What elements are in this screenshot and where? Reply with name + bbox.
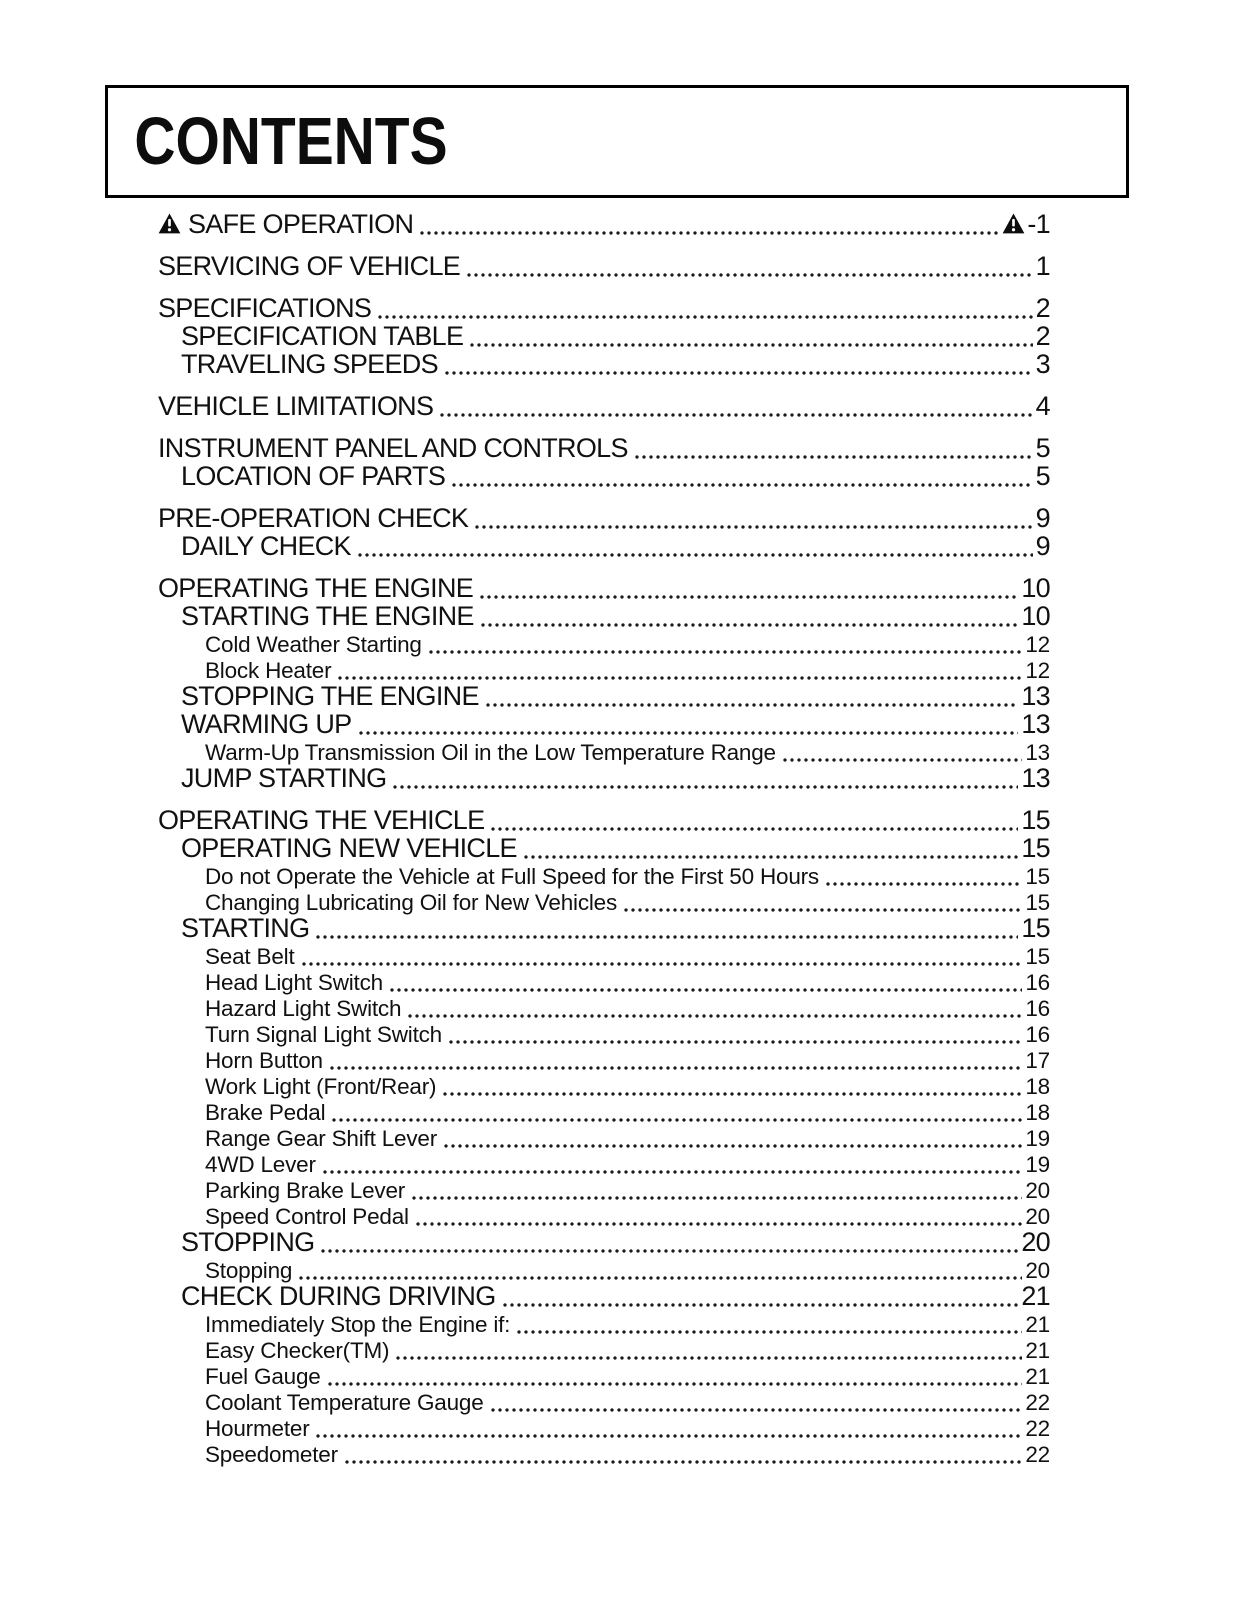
toc-entry-page: 21 xyxy=(1025,1338,1050,1363)
toc-entry xyxy=(205,1416,309,1442)
dotted-leader xyxy=(378,315,1032,319)
toc-row xyxy=(158,573,1050,604)
toc-entry-page: 5 xyxy=(1035,461,1050,491)
toc-entry-page-group xyxy=(1036,293,1050,324)
toc-entry-page: 16 xyxy=(1025,1022,1050,1047)
toc-entry-label: STOPPING xyxy=(181,1227,315,1257)
toc-entry-label: Head Light Switch xyxy=(205,970,383,995)
toc-entry-page: 21 xyxy=(1025,1364,1050,1389)
dotted-leader xyxy=(416,1222,1023,1226)
toc-entry xyxy=(181,833,517,864)
toc-entry xyxy=(205,996,401,1022)
toc-entry xyxy=(205,1442,338,1468)
toc-row xyxy=(158,1022,1050,1048)
toc-entry-page: 2 xyxy=(1035,293,1050,323)
toc-entry-label: Speed Control Pedal xyxy=(205,1204,409,1229)
toc-entry xyxy=(158,209,413,240)
toc-entry-page-group xyxy=(1025,1442,1050,1468)
toc-entry xyxy=(181,1281,496,1312)
toc-entry xyxy=(158,573,473,604)
toc-entry xyxy=(181,1227,314,1258)
toc-entry-page-group xyxy=(1025,1100,1050,1126)
dotted-leader xyxy=(491,827,1018,831)
toc-entry-label: WARMING UP xyxy=(181,709,352,739)
dotted-leader xyxy=(517,1330,1022,1334)
dotted-leader xyxy=(624,908,1022,912)
dotted-leader xyxy=(393,785,1018,789)
dotted-leader xyxy=(396,1356,1022,1360)
toc-entry-label: TRAVELING SPEEDS xyxy=(181,349,438,379)
toc-entry xyxy=(205,1178,405,1204)
toc-row xyxy=(158,1100,1050,1126)
toc-entry-page-group xyxy=(1025,1390,1050,1416)
toc-entry xyxy=(205,1312,510,1338)
toc-entry xyxy=(205,1152,316,1178)
dotted-leader xyxy=(467,273,1033,277)
dotted-leader xyxy=(412,1196,1022,1200)
toc-entry-label: Range Gear Shift Lever xyxy=(205,1126,437,1151)
toc-entry-label: Easy Checker(TM) xyxy=(205,1338,390,1363)
toc-row xyxy=(158,601,1050,632)
toc-entry-page-group xyxy=(1021,913,1050,944)
toc-entry-page: 21 xyxy=(1025,1312,1050,1337)
toc-entry-page: 15 xyxy=(1021,805,1050,835)
toc-entry-page-group xyxy=(1036,391,1050,422)
dotted-leader xyxy=(491,1408,1023,1412)
toc-entry-page: 22 xyxy=(1025,1390,1050,1415)
toc-entry-page-group xyxy=(1036,433,1050,464)
toc-entry-page-group xyxy=(1036,321,1050,352)
toc-entry-page-group xyxy=(1036,349,1050,380)
dotted-leader xyxy=(316,1434,1022,1438)
toc-entry-label: Horn Button xyxy=(205,1048,323,1073)
toc-entry-page: 22 xyxy=(1025,1442,1050,1467)
toc-entry xyxy=(181,913,309,944)
toc-entry-page-group xyxy=(1021,805,1050,836)
toc-entry-page-group xyxy=(1036,531,1050,562)
toc-entry-page: 13 xyxy=(1025,740,1050,765)
dotted-leader xyxy=(481,623,1019,627)
dotted-leader xyxy=(408,1014,1022,1018)
toc-entry-page-group xyxy=(1021,681,1050,712)
toc-entry-page-group xyxy=(1021,1227,1050,1258)
toc-entry xyxy=(205,1364,321,1390)
toc-row xyxy=(158,321,1050,352)
toc-entry-page: 3 xyxy=(1035,349,1050,379)
dotted-leader xyxy=(330,1066,1022,1070)
toc-entry xyxy=(158,391,433,422)
toc-entry-page: 9 xyxy=(1035,503,1050,533)
toc-entry-page-group xyxy=(1036,503,1050,534)
toc-row xyxy=(158,833,1050,864)
toc-row xyxy=(158,944,1050,970)
toc-entry-page: 16 xyxy=(1025,996,1050,1021)
toc-entry-label: Hazard Light Switch xyxy=(205,996,402,1021)
toc-entry-page: 15 xyxy=(1021,913,1050,943)
toc-entry-page: 13 xyxy=(1021,681,1050,711)
dotted-leader xyxy=(323,1170,1023,1174)
toc-row xyxy=(158,251,1050,282)
toc-entry-label: STOPPING THE ENGINE xyxy=(181,681,479,711)
toc-entry xyxy=(181,763,386,794)
toc-row xyxy=(158,681,1050,712)
toc-row xyxy=(158,503,1050,534)
toc-entry-label: SPECIFICATIONS xyxy=(158,293,372,323)
toc-entry-label: Block Heater xyxy=(205,658,332,683)
toc-entry-label: STARTING xyxy=(181,913,310,943)
toc-entry-page-group xyxy=(1002,209,1050,240)
toc-row xyxy=(158,763,1050,794)
toc-row xyxy=(158,1074,1050,1100)
toc-row xyxy=(158,349,1050,380)
toc-entry-page-group xyxy=(1021,573,1050,604)
toc-entry-page-group xyxy=(1021,709,1050,740)
dotted-leader xyxy=(443,1092,1022,1096)
toc-row xyxy=(158,1227,1050,1258)
toc-entry-label: Cold Weather Starting xyxy=(205,632,422,657)
toc-entry-page-group xyxy=(1025,1312,1050,1338)
toc-entry-page-group xyxy=(1025,996,1050,1022)
toc-entry-page: 15 xyxy=(1025,944,1050,969)
toc-entry-label: STARTING THE ENGINE xyxy=(181,601,474,631)
toc-entry-page: -1 xyxy=(1027,209,1050,239)
toc-entry xyxy=(205,970,383,996)
dotted-leader xyxy=(452,483,1033,487)
toc-entry-page-group xyxy=(1025,632,1050,658)
toc-entry-page: 19 xyxy=(1025,1152,1050,1177)
toc-entry xyxy=(158,503,468,534)
toc-entry-page-group xyxy=(1025,1022,1050,1048)
dotted-leader xyxy=(359,731,1019,735)
toc-entry-label: SPECIFICATION TABLE xyxy=(181,321,464,351)
toc-entry-label: Fuel Gauge xyxy=(205,1364,321,1389)
toc-entry-label: Do not Operate the Vehicle at Full Speed for the First 50 Hours xyxy=(205,864,819,889)
toc-entry-label: PRE-OPERATION CHECK xyxy=(158,503,469,533)
toc-row xyxy=(158,805,1050,836)
toc-entry-page-group xyxy=(1025,970,1050,996)
toc-row xyxy=(158,433,1050,464)
toc-entry-page: 20 xyxy=(1025,1204,1050,1229)
dotted-leader xyxy=(445,371,1033,375)
toc-entry xyxy=(181,709,352,740)
toc-entry-label: LOCATION OF PARTS xyxy=(181,461,446,491)
toc-entry-page: 18 xyxy=(1025,1074,1050,1099)
toc-entry-label: Brake Pedal xyxy=(205,1100,326,1125)
toc-entry xyxy=(181,321,463,352)
dotted-leader xyxy=(444,1144,1022,1148)
toc-entry-label: JUMP STARTING xyxy=(181,763,387,793)
dotted-leader xyxy=(390,988,1022,992)
toc-entry xyxy=(181,531,351,562)
toc-row xyxy=(158,1390,1050,1416)
toc-entry-page: 16 xyxy=(1025,970,1050,995)
toc-row xyxy=(158,293,1050,324)
toc-row xyxy=(158,864,1050,890)
toc-entry-label: Changing Lubricating Oil for New Vehicles xyxy=(205,890,618,915)
dotted-leader xyxy=(475,525,1032,529)
toc-entry xyxy=(205,944,295,970)
toc-entry-page-group xyxy=(1025,1126,1050,1152)
toc-entry-page-group xyxy=(1021,763,1050,794)
toc-entry-label: CHECK DURING DRIVING xyxy=(181,1281,496,1311)
dotted-leader xyxy=(440,413,1032,417)
toc-list xyxy=(158,209,1050,1468)
toc-entry-page-group xyxy=(1025,1364,1050,1390)
toc-entry-page: 9 xyxy=(1035,531,1050,561)
toc-entry-label: DAILY CHECK xyxy=(181,531,351,561)
toc-entry-page-group xyxy=(1025,864,1050,890)
toc-entry-page-group xyxy=(1021,601,1050,632)
toc-entry-page-group xyxy=(1021,833,1050,864)
toc-row xyxy=(158,1152,1050,1178)
toc-entry xyxy=(158,251,460,282)
dotted-leader xyxy=(316,935,1018,939)
toc-entry-page: 21 xyxy=(1021,1281,1050,1311)
toc-entry-label: Turn Signal Light Switch xyxy=(205,1022,442,1047)
toc-entry xyxy=(205,1390,484,1416)
toc-entry-label: Speedometer xyxy=(205,1442,338,1467)
dotted-leader xyxy=(486,703,1019,707)
toc-entry-label: Warm-Up Transmission Oil in the Low Temperature Range xyxy=(205,740,776,765)
toc-entry-page: 17 xyxy=(1025,1048,1050,1073)
toc-entry xyxy=(158,433,628,464)
toc-entry-label: INSTRUMENT PANEL AND CONTROLS xyxy=(158,433,628,463)
toc-row xyxy=(158,209,1050,240)
toc-row xyxy=(158,913,1050,944)
toc-entry-label: Seat Belt xyxy=(205,944,295,969)
toc-row xyxy=(158,1442,1050,1468)
dotted-leader xyxy=(480,595,1018,599)
toc-entry-page: 22 xyxy=(1025,1416,1050,1441)
toc-entry-page-group xyxy=(1021,1281,1050,1312)
toc-entry xyxy=(205,1100,325,1126)
toc-entry-label: Stopping xyxy=(205,1258,293,1283)
toc-entry-page-group xyxy=(1036,461,1050,492)
toc-entry xyxy=(181,349,438,380)
toc-row xyxy=(158,1416,1050,1442)
toc-entry-label: OPERATING NEW VEHICLE xyxy=(181,833,517,863)
toc-entry-label: Hourmeter xyxy=(205,1416,310,1441)
toc-entry xyxy=(158,293,371,324)
toc-entry-page: 20 xyxy=(1025,1258,1050,1283)
dotted-leader xyxy=(302,962,1023,966)
toc-entry xyxy=(205,1338,389,1364)
toc-entry-page: 2 xyxy=(1035,321,1050,351)
toc-row xyxy=(158,632,1050,658)
toc-entry-label: OPERATING THE VEHICLE xyxy=(158,805,485,835)
toc-entry-label: 4WD Lever xyxy=(205,1152,316,1177)
dotted-leader xyxy=(449,1040,1022,1044)
toc-entry-label: SAFE OPERATION xyxy=(188,209,414,239)
toc-entry-page: 15 xyxy=(1021,833,1050,863)
toc-entry xyxy=(205,1074,436,1100)
toc-row xyxy=(158,461,1050,492)
toc-entry-page: 10 xyxy=(1021,573,1050,603)
toc-row xyxy=(158,1364,1050,1390)
toc-entry-page: 13 xyxy=(1021,709,1050,739)
toc-entry-page: 1 xyxy=(1035,251,1050,281)
toc-entry-label: Parking Brake Lever xyxy=(205,1178,406,1203)
toc-row xyxy=(158,709,1050,740)
dotted-leader xyxy=(635,455,1033,459)
toc-entry xyxy=(205,1022,442,1048)
dotted-leader xyxy=(429,650,1023,654)
toc-entry-label: Coolant Temperature Gauge xyxy=(205,1390,484,1415)
toc-entry-page-group xyxy=(1025,944,1050,970)
dotted-leader xyxy=(470,343,1032,347)
toc-entry-label: OPERATING THE ENGINE xyxy=(158,573,474,603)
toc-entry-page: 18 xyxy=(1025,1100,1050,1125)
dotted-leader xyxy=(420,231,999,235)
toc-entry xyxy=(181,681,479,712)
toc-row xyxy=(158,531,1050,562)
page-title: CONTENTS xyxy=(134,104,448,179)
toc-row xyxy=(158,391,1050,422)
toc-entry-page-group xyxy=(1025,1338,1050,1364)
toc-entry-page: 20 xyxy=(1021,1227,1050,1257)
toc-entry-label: VEHICLE LIMITATIONS xyxy=(158,391,434,421)
safety-alert-triangle-icon xyxy=(158,213,181,234)
dotted-leader xyxy=(321,1249,1018,1253)
toc-entry-page: 12 xyxy=(1025,658,1050,683)
toc-row xyxy=(158,1338,1050,1364)
toc-row xyxy=(158,1178,1050,1204)
toc-entry-page-group xyxy=(1025,1152,1050,1178)
toc-entry-page: 20 xyxy=(1025,1178,1050,1203)
toc-entry-page-group xyxy=(1025,1416,1050,1442)
safety-alert-triangle-icon xyxy=(1002,213,1025,234)
toc-entry-page: 5 xyxy=(1035,433,1050,463)
dotted-leader xyxy=(299,1276,1022,1280)
toc-entry xyxy=(181,461,445,492)
toc-row xyxy=(158,970,1050,996)
toc-entry xyxy=(205,632,422,658)
toc-entry-page: 4 xyxy=(1035,391,1050,421)
toc-entry-label: Immediately Stop the Engine if: xyxy=(205,1312,511,1337)
dotted-leader xyxy=(783,758,1022,762)
dotted-leader xyxy=(358,553,1033,557)
dotted-leader xyxy=(345,1460,1022,1464)
toc-entry-page: 15 xyxy=(1025,864,1050,889)
toc-entry-page: 13 xyxy=(1021,763,1050,793)
toc-entry-page: 19 xyxy=(1025,1126,1050,1151)
toc-entry-page-group xyxy=(1025,1178,1050,1204)
toc-entry-page-group xyxy=(1025,1048,1050,1074)
toc-entry-page: 12 xyxy=(1025,632,1050,657)
toc-entry xyxy=(205,864,819,890)
toc-entry xyxy=(181,601,474,632)
toc-entry xyxy=(205,1126,437,1152)
toc-entry-label: SERVICING OF VEHICLE xyxy=(158,251,461,281)
toc-row xyxy=(158,1126,1050,1152)
toc-entry-page-group xyxy=(1025,1074,1050,1100)
toc-entry-page: 10 xyxy=(1021,601,1050,631)
dotted-leader xyxy=(826,882,1022,886)
toc-entry xyxy=(158,805,484,836)
dotted-leader xyxy=(328,1382,1023,1386)
toc-entry-page: 15 xyxy=(1025,890,1050,915)
toc-entry-label: Work Light (Front/Rear) xyxy=(205,1074,437,1099)
toc-entry-page-group xyxy=(1036,251,1050,282)
toc-row xyxy=(158,1281,1050,1312)
toc-entry xyxy=(205,1048,323,1074)
dotted-leader xyxy=(332,1118,1022,1122)
contents-title-box xyxy=(105,85,1129,198)
toc-row xyxy=(158,1312,1050,1338)
dotted-leader xyxy=(524,855,1019,859)
toc-row xyxy=(158,996,1050,1022)
dotted-leader xyxy=(338,676,1022,680)
toc-row xyxy=(158,1048,1050,1074)
dotted-leader xyxy=(503,1303,1019,1307)
